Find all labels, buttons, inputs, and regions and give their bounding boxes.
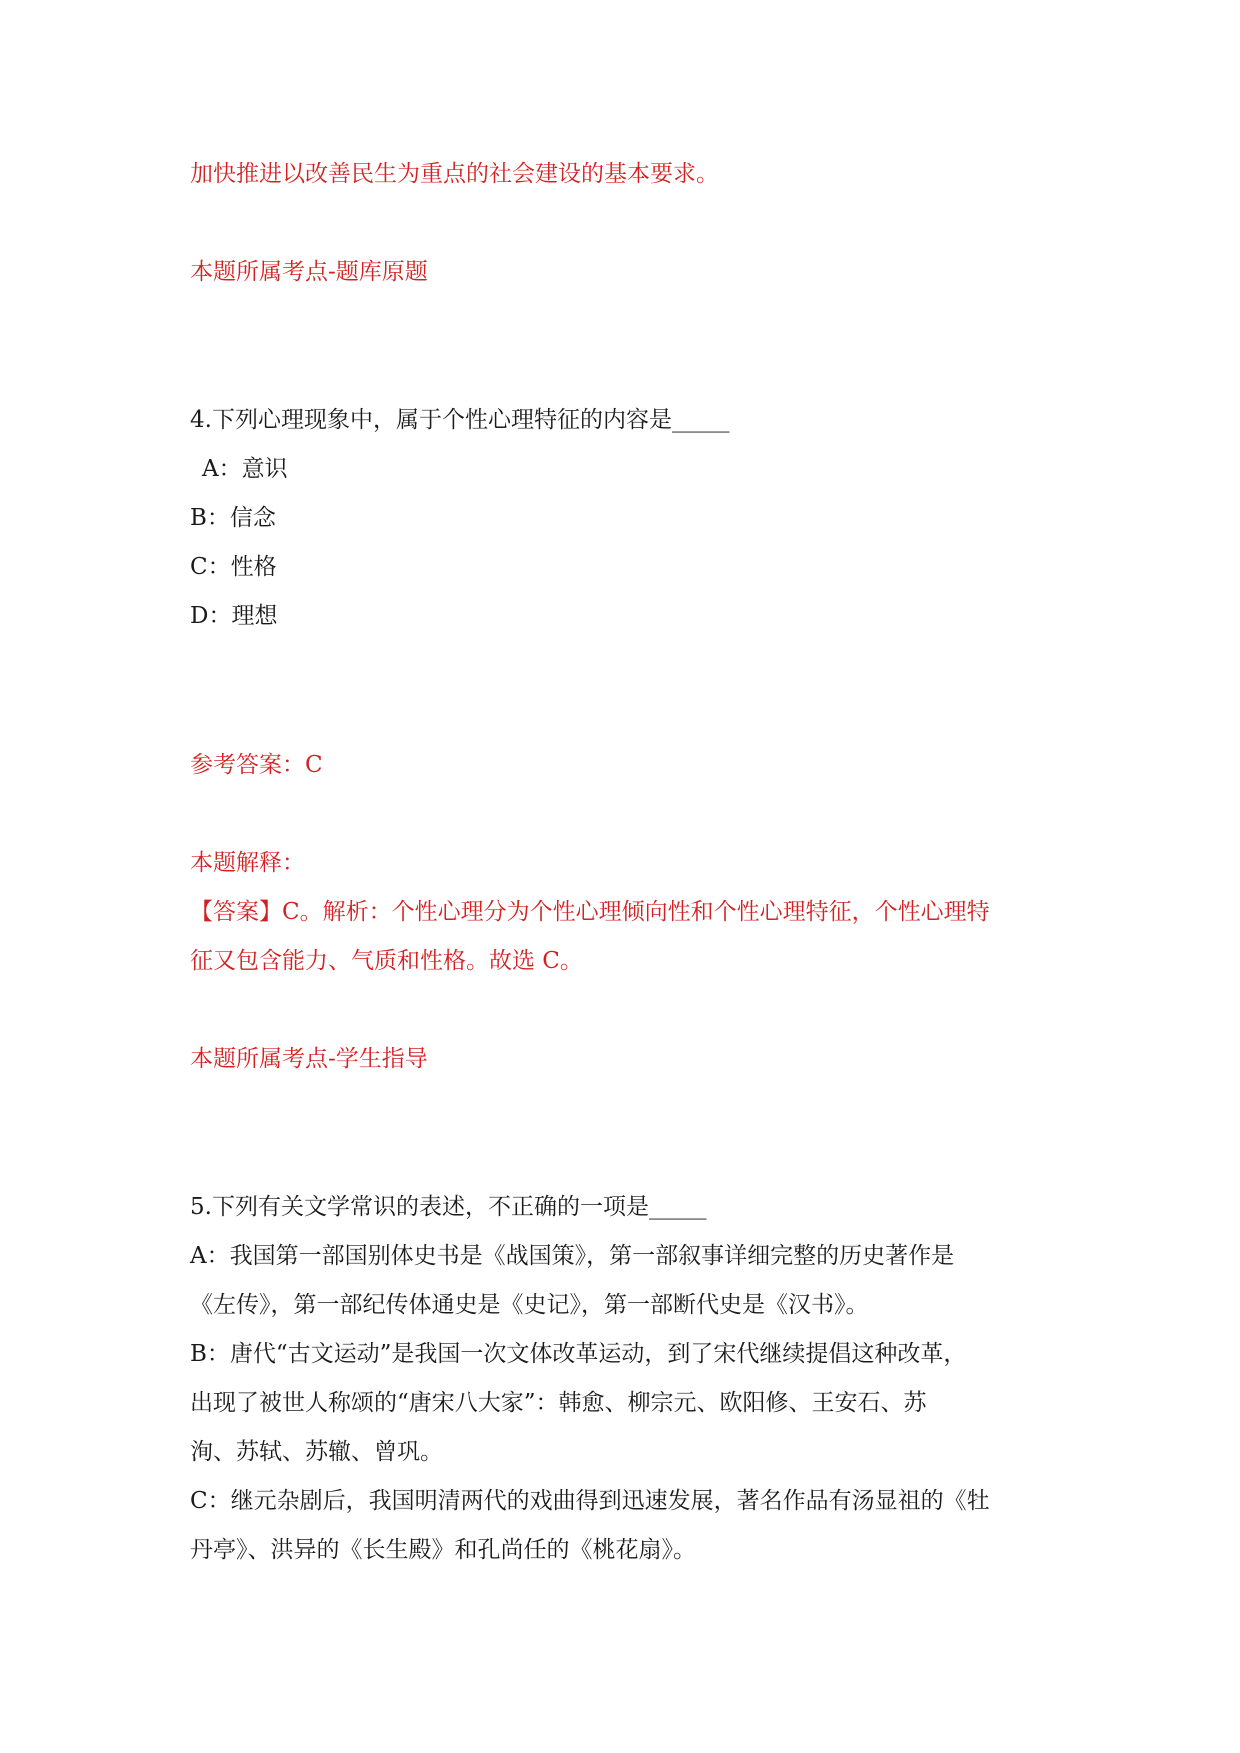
q4-stem: 4.下列心理现象中，属于个性心理特征的内容是_____ — [190, 407, 730, 433]
q5-stem: 5.下列有关文学常识的表述，不正确的一项是_____ — [190, 1194, 707, 1220]
q4-option-a: A：意识 — [202, 456, 288, 482]
q4-reference-answer: 参考答案：C — [190, 752, 323, 778]
prev-answer-continuation: 加快推进以改善民生为重点的社会建设的基本要求。 — [190, 161, 719, 187]
q5-line-3: B：唐代“古文运动”是我国一次文体改革运动，到了宋代继续提倡这种改革， — [190, 1341, 967, 1367]
q4-option-b: B：信念 — [190, 505, 276, 531]
q4-explanation-line-2: 征又包含能力、气质和性格。故选 C。 — [190, 948, 583, 974]
q4-kaodian: 本题所属考点-学生指导 — [190, 1046, 428, 1072]
prev-kaodian: 本题所属考点-题库原题 — [190, 259, 428, 285]
q4-explanation-title: 本题解释： — [190, 850, 305, 876]
q5-line-4: 出现了被世人称颂的“唐宋八大家”：韩愈、柳宗元、欧阳修、王安石、苏 — [190, 1390, 927, 1416]
q4-explanation-line-1: 【答案】C。解析：个性心理分为个性心理倾向性和个性心理特征，个性心理特 — [190, 899, 990, 925]
q5-line-5: 洵、苏轼、苏辙、曾巩。 — [190, 1439, 443, 1465]
q5-line-2: 《左传》，第一部纪传体通史是《史记》，第一部断代史是《汉书》。 — [190, 1292, 869, 1318]
q5-line-1: A：我国第一部国别体史书是《战国策》，第一部叙事详细完整的历史著作是 — [190, 1243, 955, 1269]
q5-line-7: 丹亭》、洪异的《长生殿》和孔尚任的《桃花扇》。 — [190, 1537, 696, 1563]
q5-line-6: C：继元杂剧后，我国明清两代的戏曲得到迅速发展，著名作品有汤显祖的《牡 — [190, 1488, 990, 1514]
q4-option-c: C：性格 — [190, 554, 277, 580]
q4-option-d: D：理想 — [190, 603, 278, 629]
